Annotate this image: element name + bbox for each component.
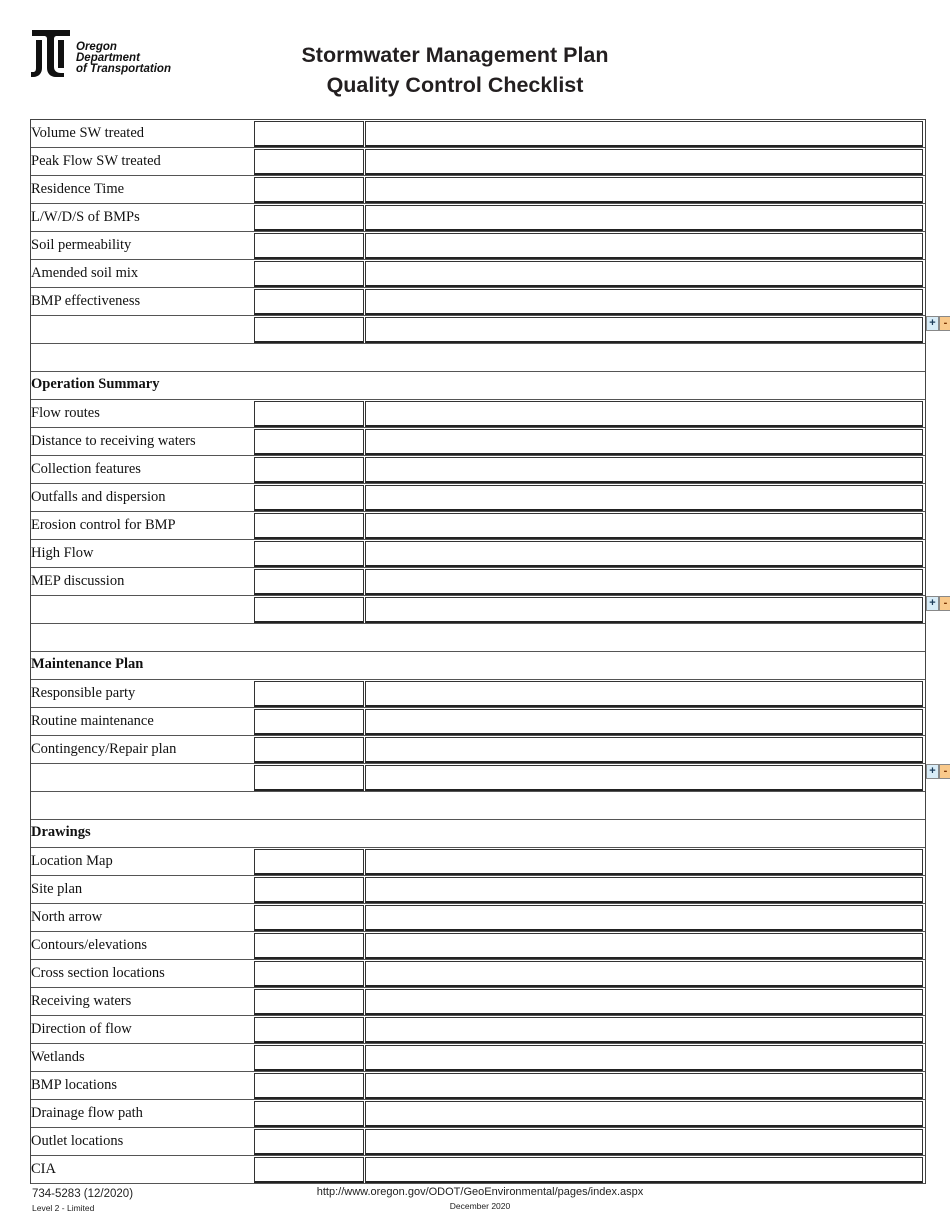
comments-field[interactable] — [365, 1101, 923, 1127]
checklist-row — [31, 1072, 925, 1100]
status-field[interactable] — [254, 149, 364, 175]
comments-field[interactable] — [365, 597, 923, 623]
comments-field[interactable] — [365, 177, 923, 203]
spacer-row — [31, 344, 925, 372]
section-heading: Operation Summary — [31, 376, 160, 392]
checklist-row — [31, 1044, 925, 1072]
agency-line: Department — [76, 52, 140, 64]
checklist-row — [31, 568, 925, 596]
item-label: MEP discussion — [31, 573, 125, 589]
checklist-row — [31, 540, 925, 568]
status-field[interactable] — [254, 1157, 364, 1183]
comments-field[interactable] — [365, 1017, 923, 1043]
status-field[interactable] — [254, 485, 364, 511]
checklist-row — [31, 764, 948, 792]
comments-field[interactable] — [365, 765, 923, 791]
status-field[interactable] — [254, 429, 364, 455]
comments-field[interactable] — [365, 989, 923, 1015]
comments-field[interactable] — [365, 429, 923, 455]
agency-name — [76, 42, 171, 75]
comments-field[interactable] — [365, 289, 923, 315]
item-label: BMP locations — [31, 1077, 118, 1093]
item-label: Erosion control for BMP — [31, 517, 176, 533]
section-heading-row — [31, 372, 925, 400]
odot-logo — [30, 27, 210, 79]
checklist-row — [31, 120, 925, 148]
status-field[interactable] — [254, 933, 364, 959]
status-field[interactable] — [254, 737, 364, 763]
status-field[interactable] — [254, 961, 364, 987]
comments-field[interactable] — [365, 401, 923, 427]
status-field[interactable] — [254, 989, 364, 1015]
footer-date: December 2020 — [449, 1201, 511, 1211]
comments-field[interactable] — [365, 849, 923, 875]
checklist-row — [31, 680, 925, 708]
comments-field[interactable] — [365, 877, 923, 903]
status-field[interactable] — [254, 205, 364, 231]
comments-field[interactable] — [365, 457, 923, 483]
checklist-row — [31, 1128, 925, 1156]
item-label: Cross section locations — [31, 965, 165, 981]
checklist-row — [31, 1100, 925, 1128]
status-field[interactable] — [254, 513, 364, 539]
checklist-row — [31, 876, 925, 904]
item-label: Soil permeability — [31, 237, 132, 253]
item-label: Contours/elevations — [31, 937, 147, 953]
checklist-row — [31, 148, 925, 176]
checklist-form — [30, 119, 948, 1184]
item-label: L/W/D/S of BMPs — [31, 209, 140, 225]
item-label: Location Map — [31, 853, 113, 869]
item-label: Flow routes — [31, 405, 100, 421]
comments-field[interactable] — [365, 513, 923, 539]
item-label: Outfalls and dispersion — [31, 489, 166, 505]
spacer-row — [31, 624, 925, 652]
remove-row-button[interactable]: - — [939, 316, 950, 331]
item-label: Residence Time — [31, 181, 125, 197]
checklist-row — [31, 848, 925, 876]
checklist-row — [31, 988, 925, 1016]
item-label: North arrow — [31, 909, 103, 925]
agency-line: Oregon — [76, 41, 117, 53]
status-field[interactable] — [254, 233, 364, 259]
item-label: Site plan — [31, 881, 83, 897]
status-field[interactable] — [254, 289, 364, 315]
checklist-row — [31, 204, 925, 232]
comments-field[interactable] — [365, 233, 923, 259]
comments-field[interactable] — [365, 709, 923, 735]
row-controls — [926, 764, 950, 780]
title-line-2: Quality Control Checklist — [326, 73, 584, 97]
checklist-row — [31, 596, 948, 624]
checklist-row — [31, 932, 925, 960]
status-field[interactable] — [254, 597, 364, 623]
checklist-row — [31, 232, 925, 260]
agency-line: of Transportation — [76, 63, 171, 75]
status-field[interactable] — [254, 765, 364, 791]
status-field[interactable] — [254, 709, 364, 735]
comments-field[interactable] — [365, 261, 923, 287]
checklist-row — [31, 260, 925, 288]
odot-emblem-icon — [30, 27, 74, 77]
comments-field[interactable] — [365, 205, 923, 231]
section-heading-row — [31, 652, 925, 680]
checklist-row — [31, 484, 925, 512]
checklist-row — [31, 512, 925, 540]
item-label: Drainage flow path — [31, 1105, 143, 1121]
title-line-1: Stormwater Management Plan — [301, 43, 609, 67]
status-field[interactable] — [254, 317, 364, 343]
footer-url[interactable]: http://www.oregon.gov/ODOT/GeoEnvironmental/pages/index.aspx — [316, 1186, 644, 1198]
comments-field[interactable] — [365, 1073, 923, 1099]
comments-field[interactable] — [365, 541, 923, 567]
comments-field[interactable] — [365, 681, 923, 707]
item-label: Contingency/Repair plan — [31, 741, 177, 757]
add-row-button[interactable]: + — [926, 764, 939, 779]
checklist-row — [31, 428, 925, 456]
item-label: Routine maintenance — [31, 713, 154, 729]
checklist-row — [31, 316, 948, 344]
footer-url-info — [270, 1186, 690, 1211]
section-heading: Maintenance Plan — [31, 656, 144, 672]
status-field[interactable] — [254, 1045, 364, 1071]
item-label: BMP effectiveness — [31, 293, 141, 309]
comments-field[interactable] — [365, 905, 923, 931]
status-field[interactable] — [254, 681, 364, 707]
comments-field[interactable] — [365, 485, 923, 511]
status-field[interactable] — [254, 457, 364, 483]
comments-field[interactable] — [365, 317, 923, 343]
item-label: Collection features — [31, 461, 141, 477]
add-row-button[interactable]: + — [926, 316, 939, 331]
checklist-row — [31, 288, 925, 316]
status-field[interactable] — [254, 849, 364, 875]
item-label: Responsible party — [31, 685, 136, 701]
item-label: Receiving waters — [31, 993, 132, 1009]
item-label: Volume SW treated — [31, 125, 145, 141]
comments-field[interactable] — [365, 933, 923, 959]
status-field[interactable] — [254, 1073, 364, 1099]
checklist-row — [31, 736, 925, 764]
status-field[interactable] — [254, 261, 364, 287]
item-label: Outlet locations — [31, 1133, 124, 1149]
checklist-row — [31, 400, 925, 428]
remove-row-button[interactable]: - — [939, 596, 950, 611]
item-label: High Flow — [31, 545, 94, 561]
checklist-row — [31, 456, 925, 484]
row-controls — [926, 316, 950, 332]
comments-field[interactable] — [365, 961, 923, 987]
comments-field[interactable] — [365, 1157, 923, 1183]
status-field[interactable] — [254, 1101, 364, 1127]
checklist-row — [31, 1156, 925, 1184]
item-label: Peak Flow SW treated — [31, 153, 161, 169]
comments-field[interactable] — [365, 149, 923, 175]
checklist-row — [31, 904, 925, 932]
status-field[interactable] — [254, 121, 364, 147]
checklist-row — [31, 708, 925, 736]
status-field[interactable] — [254, 1017, 364, 1043]
spacer-row — [31, 792, 925, 820]
status-field[interactable] — [254, 541, 364, 567]
status-field[interactable] — [254, 177, 364, 203]
status-field[interactable] — [254, 401, 364, 427]
status-field[interactable] — [254, 1129, 364, 1155]
add-row-button[interactable]: + — [926, 596, 939, 611]
comments-field[interactable] — [365, 1045, 923, 1071]
form-number: 734-5283 (12/2020) — [32, 1188, 134, 1200]
status-field[interactable] — [254, 905, 364, 931]
remove-row-button[interactable]: - — [939, 764, 950, 779]
comments-field[interactable] — [365, 737, 923, 763]
section-heading: Drawings — [31, 824, 91, 840]
comments-field[interactable] — [365, 121, 923, 147]
status-field[interactable] — [254, 569, 364, 595]
item-label: CIA — [31, 1161, 56, 1177]
status-field[interactable] — [254, 877, 364, 903]
item-label: Amended soil mix — [31, 265, 139, 281]
item-label: Wetlands — [31, 1049, 85, 1065]
comments-field[interactable] — [365, 569, 923, 595]
checklist-row — [31, 176, 925, 204]
comments-field[interactable] — [365, 1129, 923, 1155]
footer-form-info — [32, 1188, 133, 1213]
item-label: Direction of flow — [31, 1021, 132, 1037]
form-level: Level 2 - Limited — [32, 1203, 95, 1213]
checklist-row — [31, 1016, 925, 1044]
row-controls — [926, 596, 950, 612]
checklist-row — [31, 960, 925, 988]
page-title — [250, 40, 660, 100]
item-label: Distance to receiving waters — [31, 433, 196, 449]
section-heading-row — [31, 820, 925, 848]
